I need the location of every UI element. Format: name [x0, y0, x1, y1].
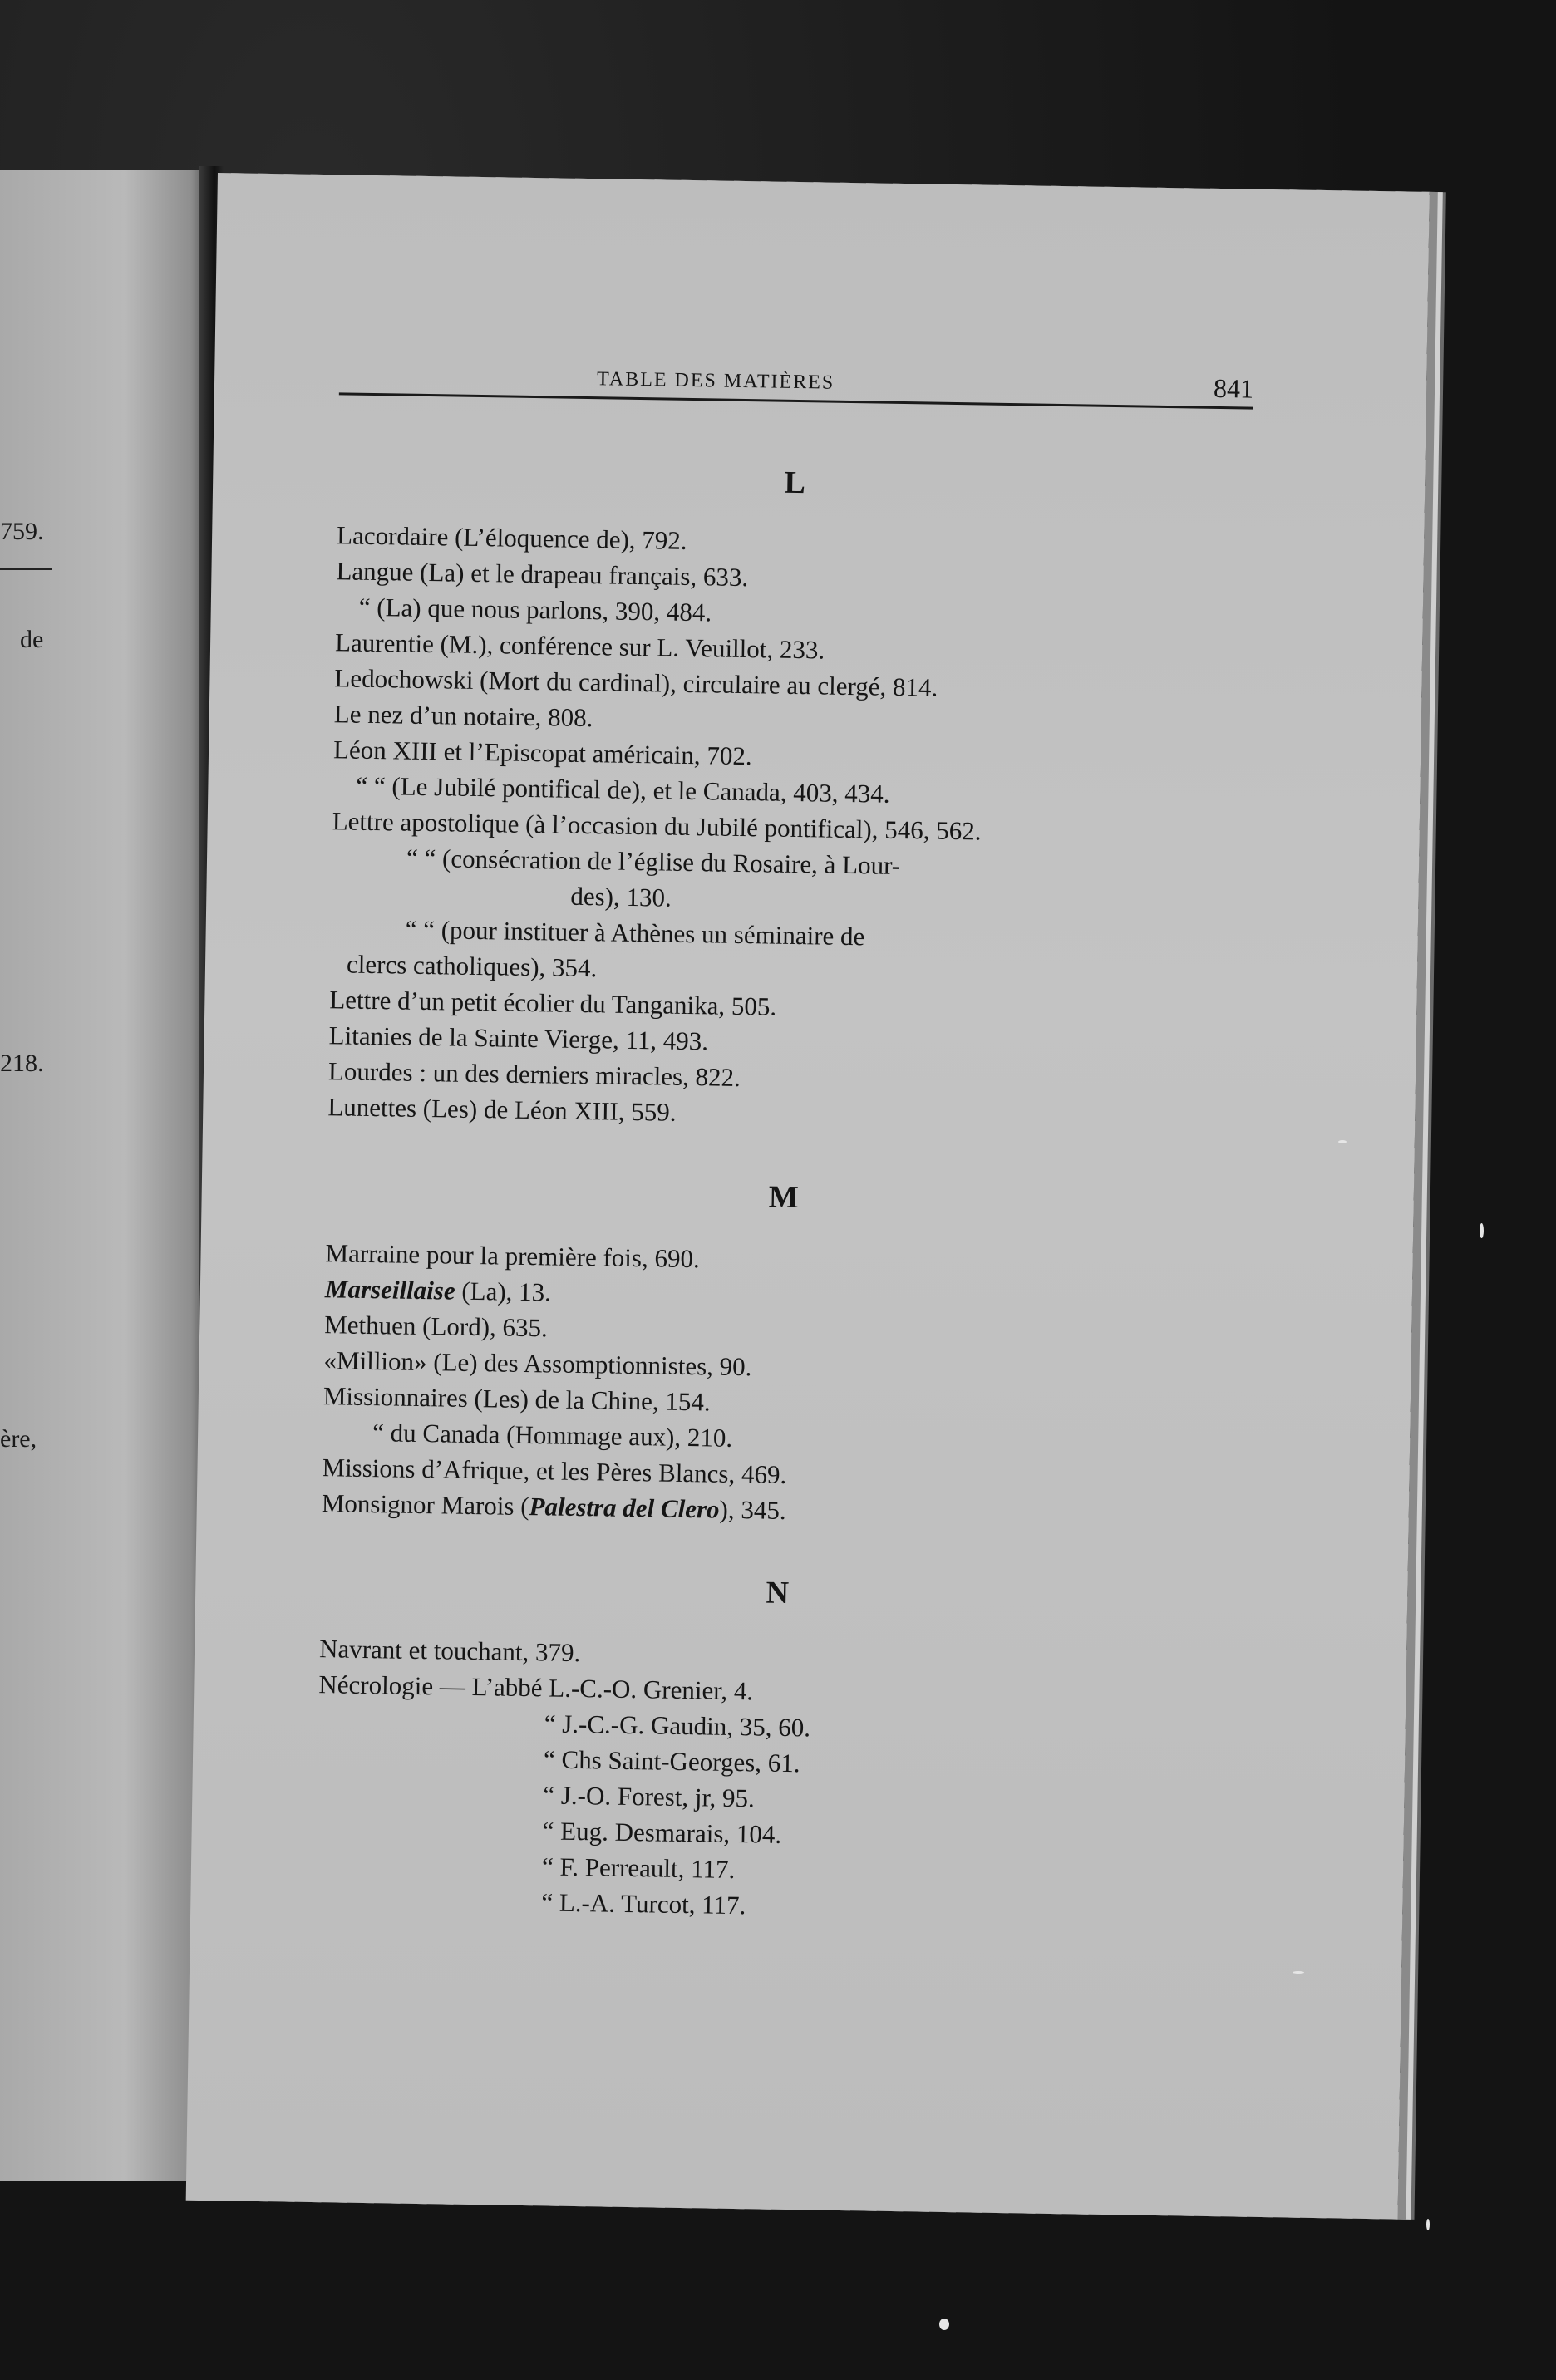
index-entry: Missions d’Afrique, et les Pères Blancs, 469.	[322, 1453, 787, 1489]
index-entry: Laurentie (M.), conférence sur L. Veuillot, 233.	[334, 627, 825, 665]
previous-page-edge	[0, 170, 208, 2181]
index-entry: “ “ (pour instituer à Athènes un séminaire de	[405, 914, 865, 952]
previous-page-fragment: 759.	[0, 518, 44, 545]
necrology-entry: “ Eug. Desmarais, 104.	[542, 1816, 782, 1849]
section-letter-m: M	[768, 1179, 799, 1216]
index-entry: Marraine pour la première fois, 690.	[325, 1238, 701, 1274]
previous-page-rule	[0, 568, 52, 570]
index-entry: Lettre apostolique (à l’occasion du Jubilé pontifical), 546, 562.	[332, 806, 982, 846]
index-entry: Langue (La) et le drapeau français, 633.	[336, 556, 749, 593]
previous-page-fragment: 218.	[0, 1050, 44, 1077]
index-page	[186, 173, 1430, 2220]
index-entry: Missionnaires (Les) de la Chine, 154.	[323, 1381, 711, 1417]
italic-title: Palestra del Clero	[529, 1492, 720, 1524]
index-entry: “ “ (consécration de l’église du Rosaire, à Lour-	[406, 843, 901, 880]
entry-text: (La), 13.	[455, 1276, 552, 1307]
index-entry: “ du Canada (Hommage aux), 210.	[372, 1418, 733, 1453]
necrology-entry: “ J.-C.-G. Gaudin, 35, 60.	[544, 1709, 811, 1743]
index-entry: “ (La) que nous parlons, 390, 484.	[358, 592, 712, 627]
necrology-entry: “ J.-O. Forest, jr, 95.	[543, 1780, 756, 1813]
necrology-entry: “ Chs Saint-Georges, 61.	[543, 1744, 800, 1778]
index-entry: Navrant et touchant, 379.	[318, 1634, 581, 1668]
index-entry-continuation: des), 130.	[570, 881, 672, 912]
index-entry: “ “ (Le Jubilé pontifical de), et le Canada, 403, 434.	[356, 770, 890, 809]
entry-text: Monsignor Marois (	[321, 1488, 529, 1522]
index-entry: «Million» (Le) des Assomptionnistes, 90.	[323, 1345, 752, 1382]
section-letter-l: L	[784, 465, 806, 501]
index-entry: Nécrologie — L’abbé L.-C.-O. Grenier, 4.	[318, 1669, 754, 1706]
index-entry: Methuen (Lord), 635.	[323, 1310, 549, 1343]
section-letter-n: N	[766, 1575, 790, 1610]
index-entry: Lettre d’un petit écolier du Tanganika, 505.	[329, 985, 777, 1021]
index-entry: Ledochowski (Mort du cardinal), circulaire au clergé, 814.	[334, 663, 938, 702]
page-number: 841	[1213, 372, 1254, 404]
index-entry: Le nez d’un notaire, 808.	[333, 699, 593, 733]
index-entry-continuation: clercs catholiques), 354.	[346, 949, 598, 983]
index-entry: Léon XIII et l’Episcopat américain, 702.	[332, 735, 752, 771]
entry-text: ), 345.	[719, 1494, 786, 1525]
previous-page-fragment: ère,	[0, 1425, 37, 1453]
index-entry	[325, 1276, 552, 1305]
index-entry: Litanies de la Sainte Vierge, 11, 493.	[328, 1020, 709, 1056]
index-entry: Lunettes (Les) de Léon XIII, 559.	[327, 1092, 677, 1127]
index-entry: Lacordaire (L’éloquence de), 792.	[336, 520, 687, 555]
italic-title: Marseillaise	[324, 1274, 455, 1306]
running-title: TABLE DES MATIÈRES	[596, 368, 835, 394]
previous-page-fragment: de	[20, 626, 44, 653]
necrology-entry: “ L.-A. Turcot, 117.	[541, 1887, 746, 1920]
necrology-entry: “ F. Perreault, 117.	[541, 1851, 736, 1885]
index-entry: Lourdes : un des derniers miracles, 822.	[327, 1056, 741, 1093]
index-entry	[322, 1490, 786, 1523]
